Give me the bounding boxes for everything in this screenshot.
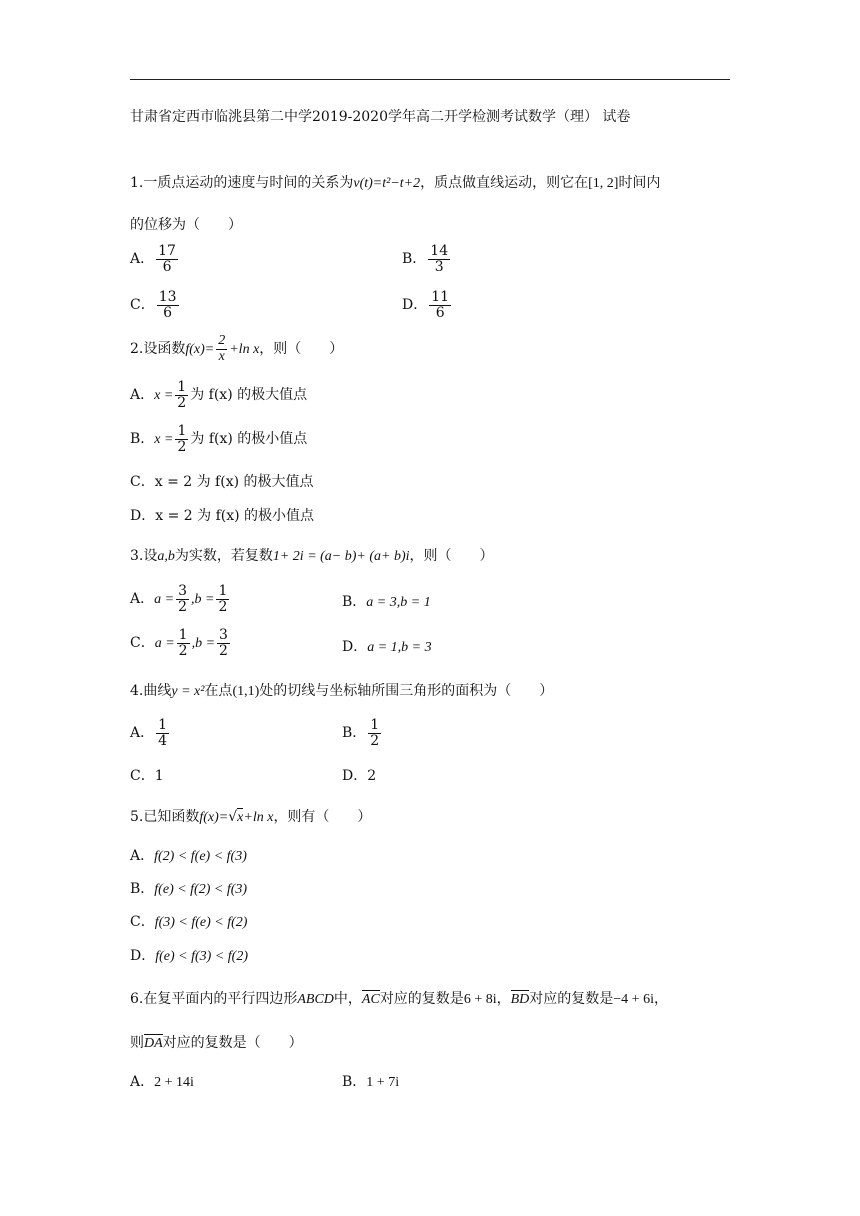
option-label: D． [402,297,428,314]
question-3-formula: 1+ 2i = (a− b)+ (a+ b)i [272,549,410,564]
option-label: C． [130,474,155,490]
option-text: f(e) < f(2) < f(3) [154,882,248,897]
question-2-option-c[interactable] [130,471,314,491]
option-label: A． [130,387,155,404]
question-3-option-c[interactable] [130,628,232,658]
option-lhs: x = [154,388,174,404]
question-1-formula: v(t)=t²−t+2 [353,176,421,191]
question-2-line [130,334,343,364]
question-3-vars: a,b [157,549,175,564]
option-label: A． [130,848,155,864]
option-lhs: x = [154,432,174,448]
option-rest: 为 f(x) 的极小值点 [190,431,308,448]
option-rest: 为 f(x) 的极大值点 [190,387,308,404]
question-6-text-c: 对应的复数是 [379,991,464,1007]
option-mid: ,b = [191,592,215,608]
option-label: B． [342,1074,367,1090]
question-2-formula-lhs: f(x)= [185,342,215,358]
page-title: 甘肃省定西市临洮县第二中学2019-2020学年高二开学检测考试数学（理） 试卷 [130,109,631,125]
option-fraction-1: $\frac{3}{2}$ [178,583,187,615]
option-label: B． [130,881,155,897]
option-label: D． [342,768,368,784]
option-fraction: $\frac{1}{2}$ [177,423,187,455]
question-6-text: 6.在复平面内的平行四边形 [130,991,298,1007]
option-fraction-1: $\frac{1}{2}$ [178,627,188,659]
question-6-option-a[interactable] [130,1071,194,1091]
question-1-option-b[interactable] [402,244,452,274]
question-6-abcd: ABCD [297,992,334,1007]
option-fraction-2: $\frac{1}{2}$ [218,583,228,615]
question-4-option-c[interactable] [130,765,164,785]
question-2-text: 2.设函数 [130,341,186,358]
question-2-formula-rhs: +ln x [229,342,260,358]
comma: ， [496,991,511,1007]
question-4-formula: y = x² [171,684,205,699]
option-lhs: a = [154,592,175,608]
question-3-option-a[interactable] [130,584,231,614]
option-label: D． [130,508,156,524]
vector-ac: AC [361,992,380,1007]
option-label: A． [130,251,155,268]
question-4-option-b[interactable] [342,718,383,748]
option-label: C． [130,297,155,314]
option-label: A． [130,1074,155,1090]
option-text: x = 2 为 f(x) 的极小值点 [155,508,315,524]
question-1-line-1 [130,172,660,192]
question-4-option-a[interactable] [130,718,171,748]
option-label: B． [402,251,427,268]
vector-da: DA [144,1036,163,1051]
option-label: A． [130,725,155,742]
question-5-sqrt: x [237,810,244,825]
question-4-line [130,680,553,700]
question-4-point: (1,1) [232,684,260,699]
vector-bd: BD [510,992,530,1007]
option-fraction: $\frac{1}{4}$ [158,717,168,749]
comma: ， [653,991,668,1007]
question-5-formula-lhs: f(x)= [199,810,229,825]
option-text: f(e) < f(3) < f(2) [155,949,248,964]
option-label: B． [342,594,367,610]
question-1-text-c: 时间内 [618,175,661,191]
question-5-line [130,806,371,826]
question-6-option-b[interactable] [342,1071,399,1091]
sqrt-sign: √ [228,809,238,825]
question-1-text-b: ，质点做直线运动，则它在 [420,175,589,191]
question-1-text: 1.一质点运动的速度与时间的关系为 [130,175,354,191]
option-fraction: $\frac{1}{2}$ [370,717,380,749]
question-5-option-b[interactable] [130,878,247,898]
option-lhs: a = [154,636,175,652]
question-2-fraction: $\frac{2}{x}$ [218,333,226,364]
option-text: 2 + 14i [154,1075,194,1090]
option-fraction: $\frac{14}{3}$ [430,243,449,275]
question-5-option-c[interactable] [130,911,247,931]
option-text: x = 2 为 f(x) 的极大值点 [154,474,314,490]
question-5-formula-rhs: +ln x [243,810,274,825]
question-3-text-b: 为实数，若复数 [174,548,273,564]
question-1-interval: [1, 2] [588,176,619,191]
question-6-line-1 [130,988,668,1008]
question-2-option-d[interactable] [130,505,314,525]
option-text: 1 + 7i [366,1075,400,1090]
question-6-value-1: 6 + 8i [463,992,497,1007]
option-label: B． [130,431,155,448]
question-1-option-a[interactable] [130,244,180,274]
option-label: B． [342,725,367,742]
option-fraction-2: $\frac{3}{2}$ [219,627,228,659]
option-fraction: $\frac{11}{6}$ [431,289,450,321]
option-text: 2 [367,768,377,784]
question-3-option-b[interactable] [342,591,431,611]
question-3-line [130,545,494,565]
option-text: 1 [154,768,164,784]
header-rule [130,79,730,80]
option-fraction: $\frac{17}{6}$ [158,243,176,275]
option-label: A． [130,591,155,608]
option-text: f(3) < f(e) < f(2) [154,915,248,930]
question-3-text-c: ，则（ ） [409,548,494,564]
question-2-option-b[interactable] [130,424,307,454]
question-6-text-h: 对应的复数是（ ） [162,1035,303,1051]
option-text: f(2) < f(e) < f(3) [154,849,247,864]
option-mid: ,b = [191,636,216,652]
option-label: C． [130,768,155,784]
option-text: a = 1,b = 3 [367,640,432,655]
question-6-text-g: 则 [130,1035,144,1051]
question-2-text-b: ，则（ ） [259,341,344,358]
question-4-text: 4.曲线 [130,683,172,699]
option-fraction: $\frac{13}{6}$ [158,289,177,321]
question-1-line-2: 的位移为（ ） [130,217,242,233]
question-5-text: 5.已知函数 [130,809,200,825]
question-6-value-2: −4 + 6i [613,992,654,1007]
question-4-option-d[interactable] [342,765,376,785]
question-4-text-c: 处的切线与坐标轴所围三角形的面积为（ ） [259,683,554,699]
question-4-text-b: 在点 [204,683,233,699]
question-3-option-d[interactable] [342,636,432,656]
question-1-option-c[interactable] [130,290,181,320]
option-label: D． [130,948,156,964]
option-label: C． [130,914,155,930]
question-6-line-2 [130,1032,303,1052]
question-2-option-a[interactable] [130,380,307,410]
option-label: C． [130,635,155,652]
question-5-text-b: ，则有（ ） [273,809,372,825]
question-5-option-a[interactable] [130,845,247,865]
option-text: a = 3,b = 1 [366,595,431,610]
question-5-option-d[interactable] [130,945,248,965]
question-1-option-d[interactable] [402,290,453,320]
option-fraction: $\frac{1}{2}$ [177,379,187,411]
option-label: D． [342,639,368,655]
question-6-text-e: 对应的复数是 [529,991,614,1007]
question-6-text-b: 中， [333,991,362,1007]
question-3-text: 3.设 [130,548,158,564]
